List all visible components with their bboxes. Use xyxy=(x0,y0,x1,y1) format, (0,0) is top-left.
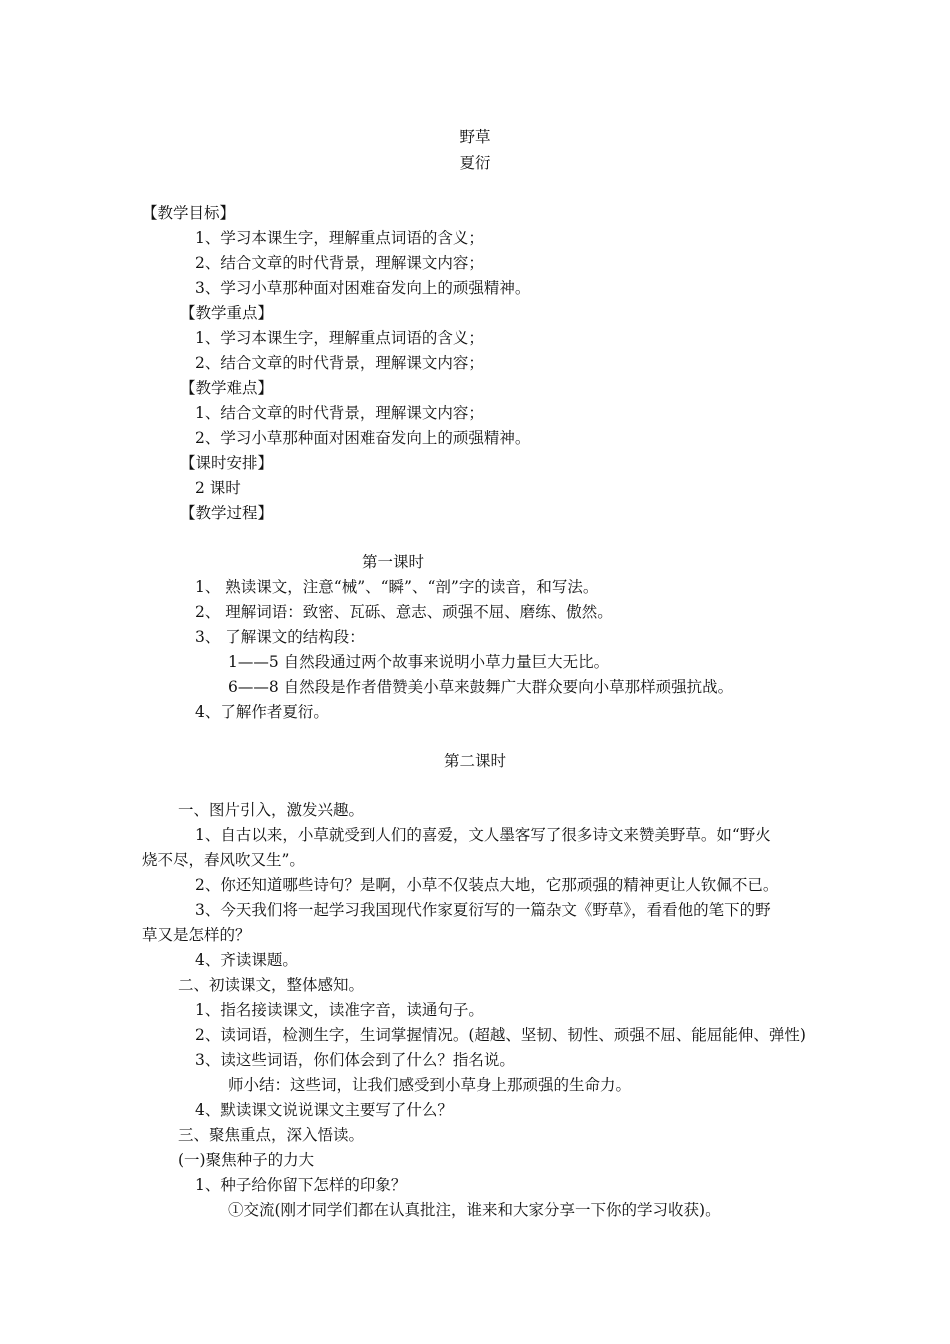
difficulty-item: 1、结合文章的时代背景，理解课文内容； xyxy=(195,404,484,422)
goal-item: 2、结合文章的时代背景，理解课文内容； xyxy=(195,254,484,272)
lesson1-item: 3、 了解课文的结构段： xyxy=(195,628,365,646)
key-points-heading: 【教学重点】 xyxy=(180,304,274,322)
lesson1-item: 1、 熟读课文，注意“械”、“瞬”、“剖”字的读音，和写法。 xyxy=(195,578,599,596)
lesson1-subitem: 6——8 自然段是作者借赞美小草来鼓舞广大群众要向小草那样顽强抗战。 xyxy=(228,678,734,696)
lesson2-line: 1、种子给你留下怎样的印象？ xyxy=(195,1176,407,1194)
lesson1-heading: 第一课时 xyxy=(362,553,425,571)
lesson2-line: 2、你还知道哪些诗句？是啊，小草不仅装点大地，它那顽强的精神更让人钦佩不已。 xyxy=(195,876,779,894)
lesson1-subitem: 1——5 自然段通过两个故事来说明小草力量巨大无比。 xyxy=(228,653,610,671)
lesson1-item: 2、 理解词语：致密、瓦砾、意志、顽强不屈、磨练、傲然。 xyxy=(195,603,613,621)
lesson2-line: 草又是怎样的？ xyxy=(142,926,251,944)
goal-item: 3、学习小草那种面对困难奋发向上的顽强精神。 xyxy=(195,279,531,297)
lesson2-line: 一、图片引入，激发兴趣。 xyxy=(178,801,365,819)
difficulty-item: 2、学习小草那种面对困难奋发向上的顽强精神。 xyxy=(195,429,531,447)
key-point-item: 1、学习本课生字，理解重点词语的含义； xyxy=(195,329,484,347)
key-point-item: 2、结合文章的时代背景，理解课文内容； xyxy=(195,354,484,372)
lesson2-line: ①交流(刚才同学们都在认真批注，谁来和大家分享一下你的学习收获)。 xyxy=(228,1201,721,1219)
author: 夏衍 xyxy=(459,154,491,172)
lesson2-line: 三、聚焦重点，深入悟读。 xyxy=(178,1126,365,1144)
lesson1-item: 4、了解作者夏衍。 xyxy=(195,703,329,721)
lesson2-line: 烧不尽，春风吹又生”。 xyxy=(142,851,305,869)
lesson2-heading: 第二课时 xyxy=(443,752,506,770)
lesson2-line: 2、读词语，检测生字，生词掌握情况。(超越、坚韧、韧性、顽强不屈、能屈能伸、弹性) xyxy=(195,1026,806,1044)
process-heading: 【教学过程】 xyxy=(180,504,274,522)
lesson2-line: 4、齐读课题。 xyxy=(195,951,298,969)
schedule-heading: 【课时安排】 xyxy=(180,454,274,472)
lesson2-line: 二、初读课文，整体感知。 xyxy=(178,976,365,994)
schedule-value: 2 课时 xyxy=(195,479,241,497)
lesson2-line: 1、指名接读课文，读准字音，读通句子。 xyxy=(195,1001,484,1019)
lesson2-line: 1、自古以来，小草就受到人们的喜爱，文人墨客写了很多诗文来赞美野草。如“野火 xyxy=(195,826,771,844)
lesson2-line: 3、今天我们将一起学习我国现代作家夏衍写的一篇杂文《野草》，看看他的笔下的野 xyxy=(195,901,771,919)
goal-item: 1、学习本课生字，理解重点词语的含义； xyxy=(195,229,484,247)
lesson2-line: 4、默读课文说说课文主要写了什么？ xyxy=(195,1101,453,1119)
lesson2-line: (一)聚焦种子的力大 xyxy=(178,1151,315,1169)
goals-heading: 【教学目标】 xyxy=(142,204,236,222)
difficulties-heading: 【教学难点】 xyxy=(180,379,274,397)
page-title: 野草 xyxy=(459,128,491,146)
lesson2-line: 师小结：这些词，让我们感受到小草身上那顽强的生命力。 xyxy=(228,1076,632,1094)
lesson2-line: 3、读这些词语，你们体会到了什么？指名说。 xyxy=(195,1051,515,1069)
